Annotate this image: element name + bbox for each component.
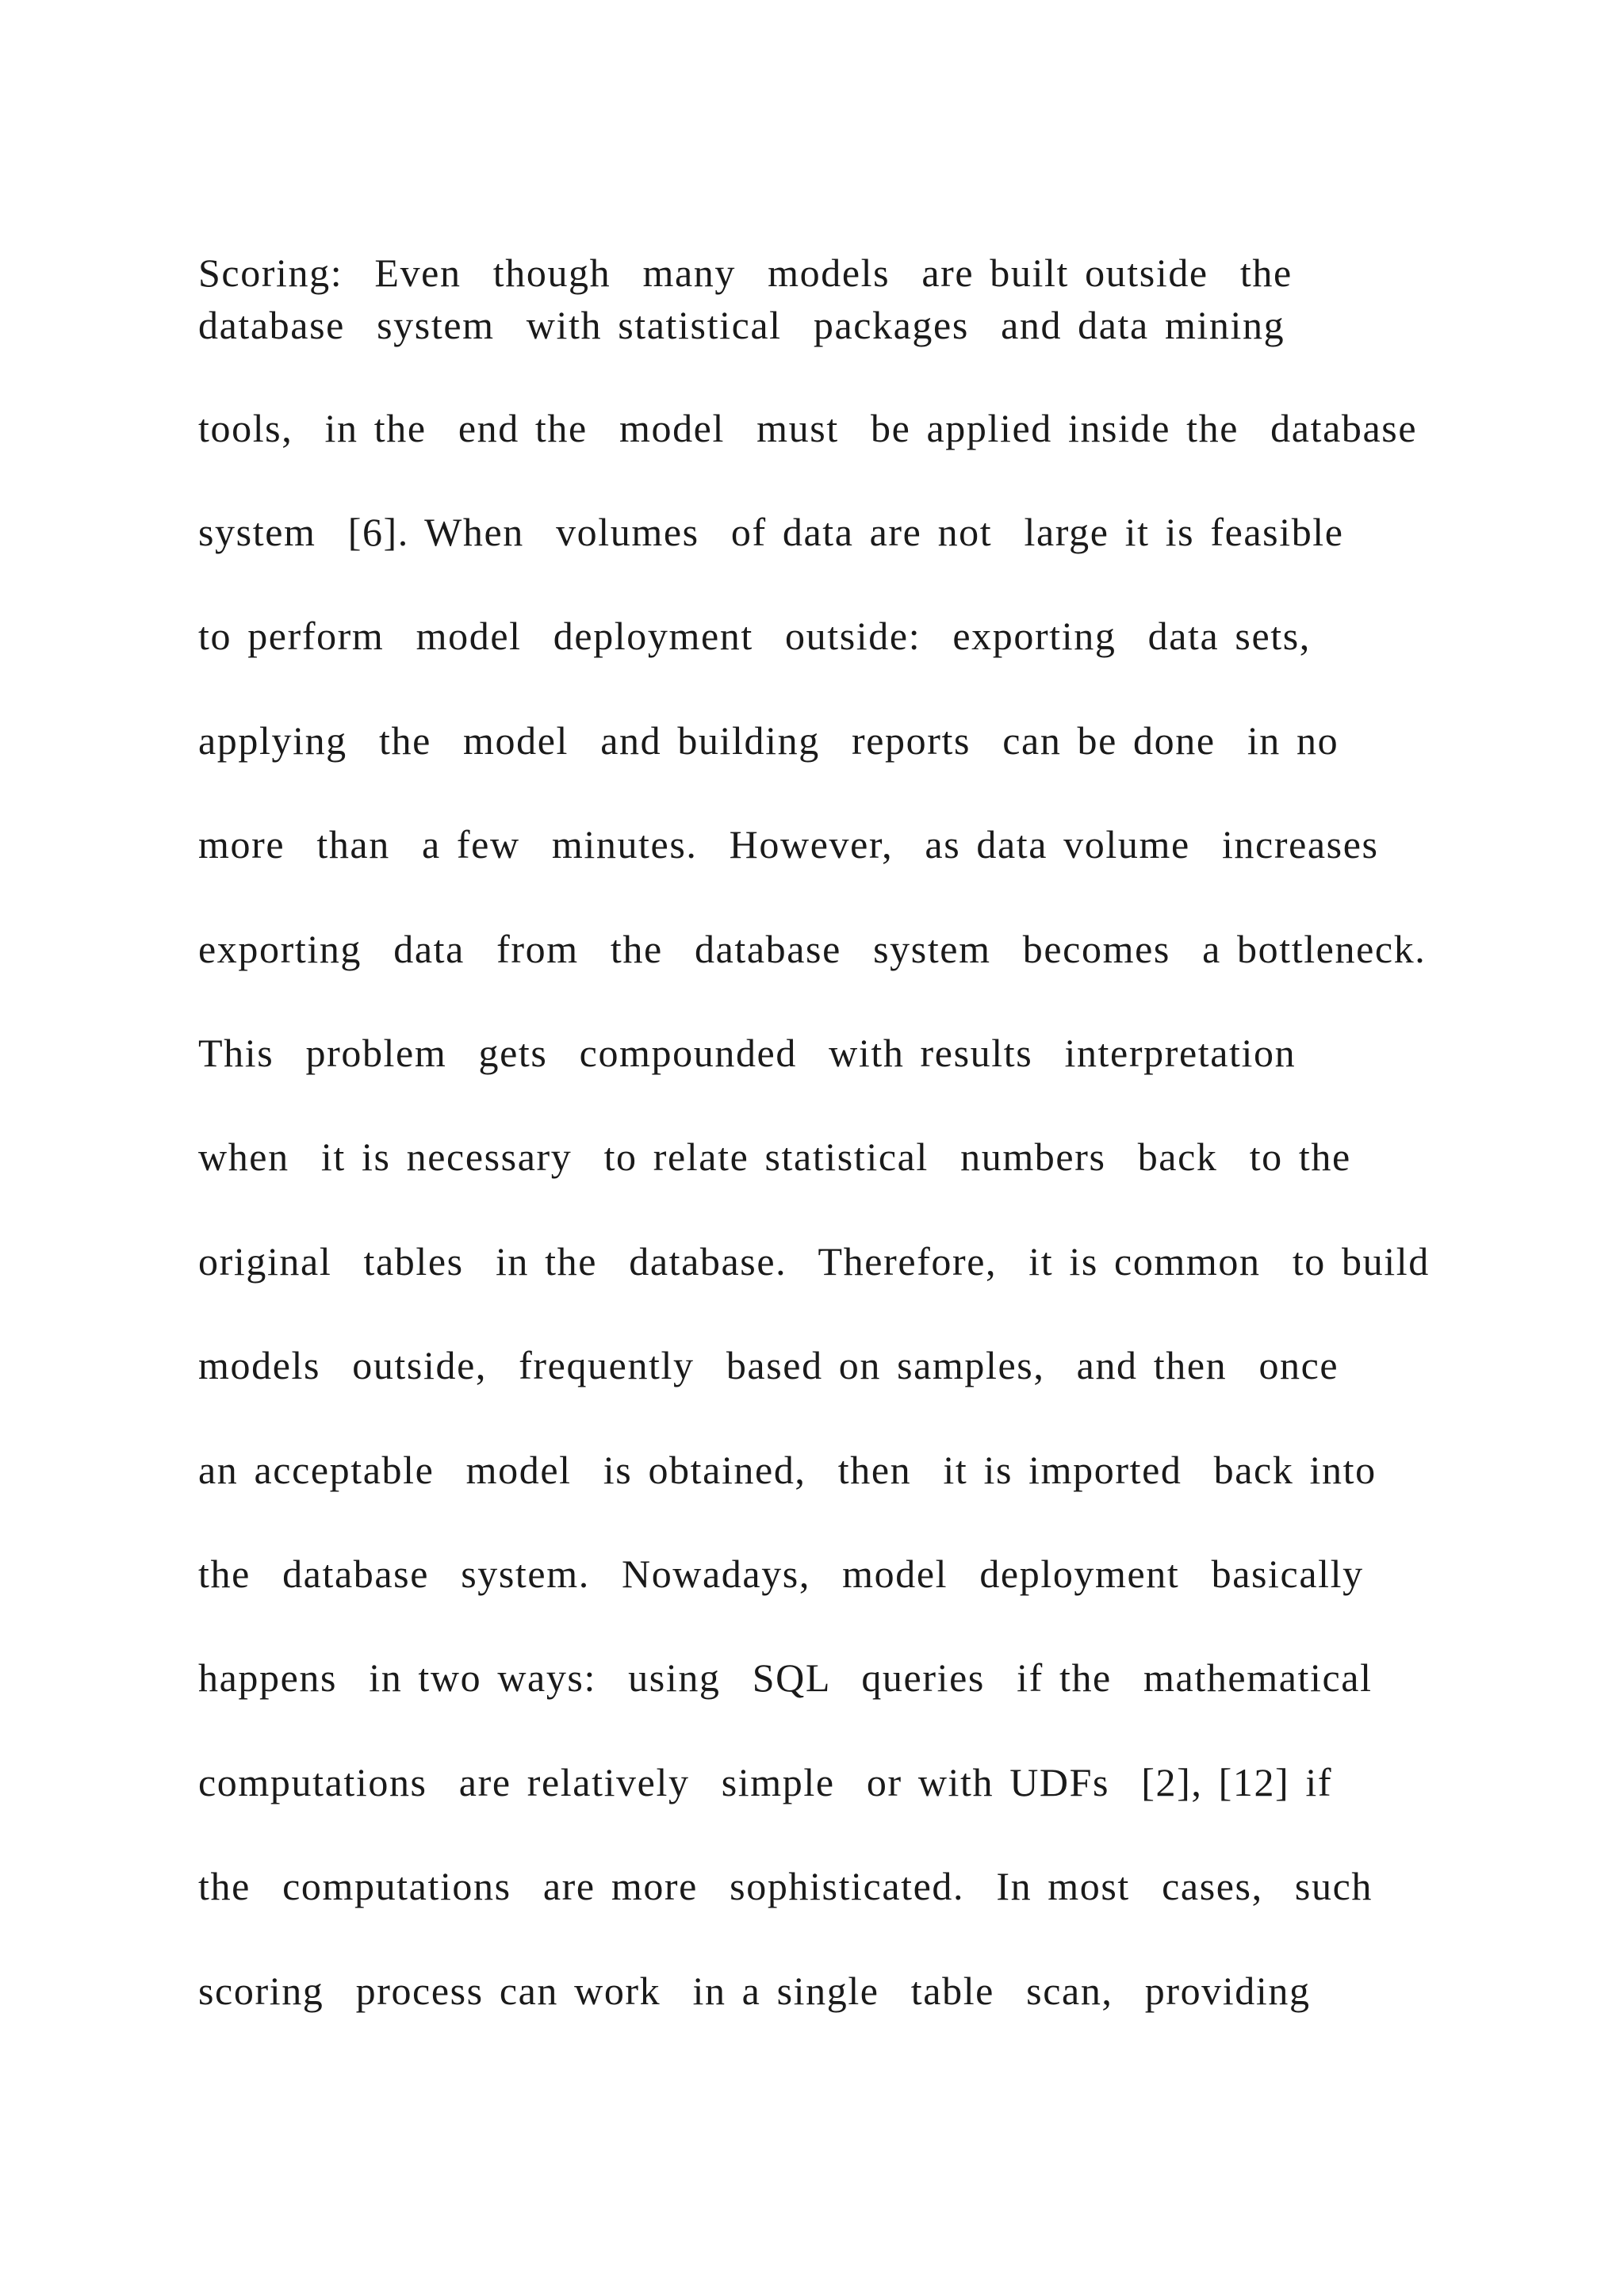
text-line: scoring process can work in a single table scan, providing	[198, 1969, 1311, 2013]
text-line: applying the model and building reports can be done in no	[198, 718, 1339, 763]
text-line: original tables in the database. Therefore, it is common to build	[198, 1239, 1430, 1284]
text-line: system [6]. When volumes of data are not large it is feasible	[198, 510, 1344, 554]
text-line: when it is necessary to relate statistical numbers back to the	[198, 1135, 1351, 1179]
text-line: Scoring: Even though many models are built outside the	[198, 251, 1293, 295]
text-line: more than a few minutes. However, as data volume increases	[198, 822, 1379, 867]
text-line: tools, in the end the model must be applied inside the database	[198, 406, 1418, 450]
text-line: happens in two ways: using SQL queries if the mathematical	[198, 1655, 1373, 1700]
text-line: the computations are more sophisticated. In most cases, such	[198, 1864, 1373, 1908]
text-line: the database system. Nowadays, model deployment basically	[198, 1552, 1364, 1596]
text-line: to perform model deployment outside: exporting data sets,	[198, 614, 1311, 658]
text-line: exporting data from the database system becomes a bottleneck.	[198, 927, 1427, 971]
text-line: computations are relatively simple or with UDFs [2], [12] if	[198, 1760, 1333, 1804]
text-line: This problem gets compounded with results interpretation	[198, 1031, 1297, 1075]
text-line: an acceptable model is obtained, then it is imported back into	[198, 1448, 1377, 1492]
text-line: database system with statistical packages and data mining	[198, 303, 1285, 347]
text-line: models outside, frequently based on samples, and then once	[198, 1343, 1339, 1387]
